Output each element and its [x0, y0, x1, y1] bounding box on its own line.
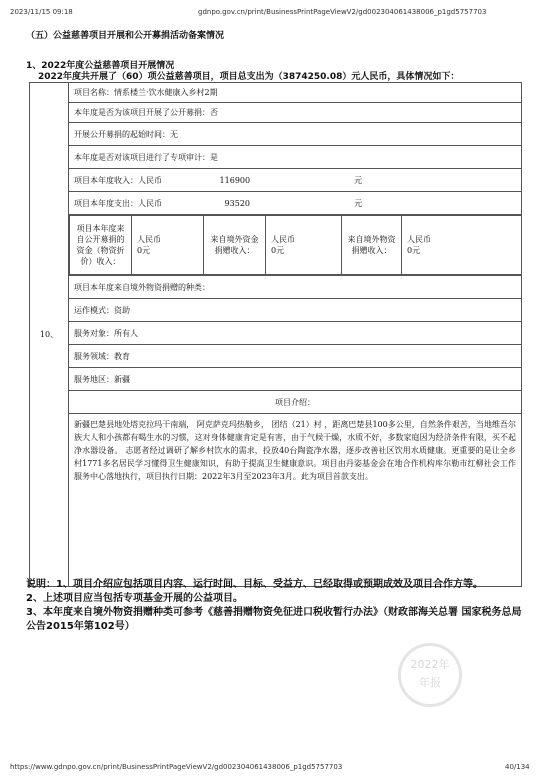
foreign-fund-label: 来自境外资金捐赠收入： — [204, 216, 266, 275]
foreign-material-label: 来自境外物资捐赠收入： — [342, 216, 402, 275]
intro-text: 新疆巴楚县地处塔克拉玛干南端， 阿克萨克玛热勒乡， 团结（21）村 ，距离巴楚县100多公里，自然条件艰苦，当地维吾尔族大人和小孩都有喝生水的习惯，这对身体健康肯定是有害，由于气候干燥，水质不好，多数家庭因为经济条件有限，买不起净水器设备。 志愿者经过调研了解乡村饮水的需求，投放40台陶瓷净水器，逐步改善社区饮用水质健康。更重要的是让全乡村1771多名居民学习懂得卫生健康知识，有助于提高卫生健康意识。项目由丹姿基金会在地合作机构库尔勒市红柳社会工作服务中心落地执行，项目执行日期：2022年3月至2023年3月。此为项目首款支出。 — [69, 414, 522, 587]
expense-label: 项目本年度支出：人民币 — [74, 198, 162, 208]
project-name: 项目名称：情系楼兰·饮水健康入乡村2期 — [69, 83, 522, 103]
income-amount: 116900 — [219, 175, 251, 185]
public-fund-value: 人民币 0元 — [132, 216, 204, 275]
note-1: 说明：1、项目介绍应包括项目内容、运行时间、目标、受益方、已经取得或预期成效及项目合作方等。 — [26, 579, 483, 590]
foreign-material-value: 人民币 0元 — [402, 216, 522, 275]
fundraising-start-time: 开展公开募捐的起始时间：无 — [69, 123, 522, 146]
section-title: （五）公益慈善项目开展和公开募捐活动备案情况 — [26, 31, 225, 41]
project-income — [69, 169, 522, 192]
project-expense — [69, 192, 522, 215]
service-target: 服务对象：所有人 — [69, 322, 522, 345]
note-2: 2、上述项目应当包括专项基金开展的公益项目。 — [26, 593, 243, 604]
subsection-summary: 2022年度共开展了（60）项公益慈善项目，项目总支出为（3874250.08）元人民币，具体情况如下： — [38, 72, 460, 82]
intro-title: 项目介绍： — [69, 391, 522, 414]
notes — [26, 578, 526, 634]
annual-report-stamp: 2022年 年报 — [398, 643, 462, 707]
print-url: gdnpo.gov.cn/print/BusinessPrintPageViewV2/gd002304061438006_p1gd5757703 — [198, 8, 487, 16]
print-datetime: 2023/11/15 09:18 — [10, 8, 73, 16]
income-unit: 元 — [354, 175, 363, 185]
page-number: 40/134 — [505, 763, 530, 771]
project-table — [29, 82, 522, 587]
expense-unit: 元 — [354, 198, 363, 208]
foreign-material-types: 项目本年度来自境外物资捐赠的种类： — [69, 276, 522, 299]
subsection-title: 1、2022年度公益慈善项目开展情况 — [26, 61, 175, 71]
footer-url: https://www.gdnpo.gov.cn/print/BusinessPrintPageViewV2/gd002304061438006_p1gd5757703 — [10, 763, 343, 771]
income-label: 项目本年度收入：人民币 — [74, 175, 162, 185]
note-3: 3、本年度来自境外物资捐赠种类可参考《慈善捐赠物资免征进口税收暂行办法》（财政部海关总署 国家税务总局公告2015年第102号） — [26, 607, 522, 632]
public-fundraising: 本年度是否为该项目开展了公开募捐：否 — [69, 103, 522, 123]
fund-sources-table — [69, 215, 521, 275]
service-region: 服务地区：新疆 — [69, 368, 522, 391]
special-audit: 本年度是否对该项目进行了专项审计：是 — [69, 146, 522, 169]
service-field: 服务领域：教育 — [69, 345, 522, 368]
public-fund-label: 项目本年度来自公开募捐的资金（物资折价）收入： — [70, 216, 132, 275]
foreign-fund-value: 人民币 0元 — [266, 216, 342, 275]
expense-amount: 93520 — [224, 198, 250, 208]
fund-sources — [69, 215, 522, 276]
operation-mode: 运作模式：资助 — [69, 299, 522, 322]
project-index: 10、 — [30, 83, 69, 587]
